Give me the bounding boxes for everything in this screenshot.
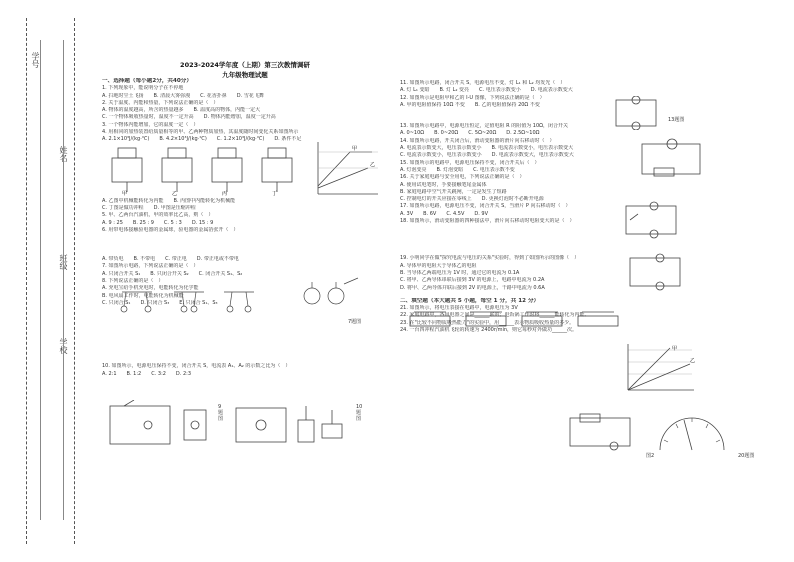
- figure-caption-7: 7题图: [348, 319, 362, 325]
- cut-line-outer: [26, 18, 27, 544]
- question-line: 10. 如图所示，电源电压保持不变，闭合开关 S，电流表 A₁、A₂ 的示数之比为（ ）: [102, 363, 291, 370]
- rheostat-figure-spacer: [400, 225, 778, 255]
- page-title: 2023-2024学年度（上期）第三次教情调研: [180, 61, 310, 69]
- graph-label: 甲: [352, 146, 358, 152]
- question-line: 19. 小明同学在做"探究电流与电压的关系"实验时，得到了如图所示的图像（ ）: [400, 255, 580, 262]
- question-line: 3. 一个物体内能增加，它的温度一定（ ）: [102, 121, 199, 128]
- question-line: A. 灯泡变亮 B. 灯泡变暗 C. 电压表示数不变: [400, 166, 515, 173]
- margin-label-class: 班级: [59, 254, 68, 270]
- ball-figure-spacer: [102, 234, 388, 256]
- question-line: 7. 如图所示电路，下列说法正确的是（ ）: [102, 263, 199, 270]
- question-line: A. 3V B. 6V C. 4.5V D. 9V: [400, 210, 488, 217]
- question-line: A. 灯 L₁ 变暗 B. 灯 L₂ 变亮 C. 电压表示数变小 D. 电流表示数变大: [400, 87, 573, 94]
- figure-caption-13: 13题图: [668, 117, 685, 123]
- question-line: A. 0~10Ω B. 0~20Ω C. 5Ω~20Ω D. 2.5Ω~10Ω: [400, 130, 540, 137]
- margin-label-student-id: 学号: [31, 52, 40, 68]
- question-line: C. 控制电灯的开关应接在零线上 D. 更换灯泡时不必断开电源: [400, 196, 544, 203]
- question-line: A. 使用试电笔时，手要接触笔尾金属体: [400, 181, 487, 188]
- figure-caption-10: 10 题 图: [356, 404, 363, 422]
- question-line: 11. 如图所示电路，闭合开关 S，电源电压不变，灯 L₁ 和 L₂ 均发光（ ）: [400, 80, 566, 86]
- iu-graph: [620, 340, 700, 398]
- question-line: D. 将甲、乙两导体并联后接到 2V 的电源上，干路中电流为 0.6A: [400, 284, 545, 291]
- question-line: A. 导体甲的电阻大于导体乙的电阻: [400, 262, 477, 269]
- section-heading-choice: 一、选择题（每小题2分，共40分）: [102, 78, 192, 84]
- question-line: A. 只闭合开关 S₁ B. 只闭合开关 S₂ C. 闭合开关 S₁、S₂: [102, 270, 243, 277]
- question-line: 24. 一台四冲程汽油机飞轮的转速为 2400r/min，则它每秒对外做功______次。: [400, 327, 578, 334]
- question-line: 18. 如图所示，滑动变阻器的四种接法中，滑片向右移动时电阻变大的是（ ）: [400, 218, 575, 225]
- question-line: B. 家庭电路中空气开关跳闸，一定是发生了短路: [400, 188, 507, 195]
- question-line: A. 甲的电阻值保持 10Ω 不变 B. 乙的电阻值保持 20Ω 不变: [400, 101, 540, 108]
- circuit-figure-11: [612, 96, 664, 130]
- hanging-balls-figure: [112, 290, 262, 314]
- circuit-figure-20a: [564, 412, 644, 452]
- engine-label: 丁: [272, 191, 278, 196]
- question-line: 8. 下列说法正确的是（ ）: [102, 278, 164, 285]
- rheostat-figure: [404, 306, 624, 336]
- question-line: A. 电流表示数变大，电压表示数变小 B. 电流表示数变小，电压表示数变大: [400, 145, 574, 152]
- question-line: 4. 用相同的加热装置给质量相等的甲、乙两种物质加热，其温度随时间变化关系如图所示: [102, 129, 299, 136]
- question-line: A. 乙图中机械能转化为内能 B. 丙图中内能转化为机械能: [102, 197, 236, 204]
- question-line: 6. 用带电体接触验电器的金属球，验电器的金属箔张开（ ）: [102, 226, 239, 233]
- figure-caption-9: 9 题 图: [218, 404, 224, 422]
- question-line: 2. 关于温度、内能和热量，下列说法正确的是（ ）: [102, 99, 219, 106]
- question-line: 17. 如图所示电路，电源电压不变，闭合开关 S，当滑片 P 向右移动时（ ）: [400, 203, 571, 210]
- question-line: C. 将甲、乙两导体串联后接到 3V 的电源上，电路中电流为 0.2A: [400, 277, 545, 284]
- question-line: A. 物体的温度越高，所含的热量越多 B. 温度高的物体，内能一定大: [102, 107, 261, 114]
- margin-label-school: 学校: [59, 338, 68, 354]
- graph-label: 乙: [690, 358, 696, 364]
- engine-label: 甲: [122, 191, 128, 196]
- question-line: C. 电流表示数变小，电压表示数变小 D. 电流表示数变大，电压表示数变大: [400, 152, 574, 159]
- question-line: 21. 如图所示，将电压表接在电路中，电源电压为 3V: [400, 305, 518, 312]
- spacer: [400, 109, 778, 123]
- question-line: 5. 甲、乙两台汽油机，甲的效率比乙高，则（ ）: [102, 212, 214, 219]
- margin-label-name: 姓名: [59, 146, 68, 162]
- circuit-figure-10: [232, 400, 352, 450]
- question-line: C. 丁图是做功冲程 D. 甲图是压缩冲程: [102, 204, 196, 211]
- question-line: A. 2.1×10³J/(kg·℃) B. 4.2×10³J/(kg·℃) C. 1.2×10³J/(kg·℃) D. 条件不足: [102, 136, 302, 143]
- circuit-figure-9: [104, 400, 214, 450]
- question-line: 14. 如图所示电路，开关闭合后，滑动变阻器的滑片向右移动时（ ）: [400, 137, 555, 144]
- question-line: A. 扫地时尘土飞扬 B. 清晨大雾弥漫 C. 花香扑鼻 D. 雪花飞舞: [102, 92, 264, 99]
- voltmeter-dial: [654, 410, 730, 456]
- question-line: A. 充电宝给手机充电时，电能转化为化学能: [102, 285, 199, 292]
- question-line: 15. 如图所示的电路中，电源电压保持不变，闭合开关后（ ）: [400, 159, 540, 166]
- question-line: A. 2:1 B. 1:2 C. 3:2 D. 2:3: [102, 370, 192, 377]
- left-column: [102, 78, 388, 378]
- question-line: B. 当导体乙两端电压为 1V 时，通过它的电流为 0.1A: [400, 269, 520, 276]
- question-line: A. 9 : 25 B. 25 : 9 C. 5 : 3 D. 15 : 9: [102, 219, 214, 226]
- figure-caption-20: 20题图: [738, 453, 755, 459]
- binding-margin: [0, 0, 96, 562]
- page-subtitle: 九年级物理试题: [222, 71, 268, 79]
- question-line: 12. 如图所示是电阻甲和乙的 I-U 图像，下列说法正确的是（ ）: [400, 94, 545, 101]
- question-line: B. 电风扇工作时，电能转化为机械能: [102, 292, 184, 299]
- question-line: 16. 关于家庭电路与安全用电，下列说法正确的是（ ）: [400, 174, 525, 181]
- graph-label: 乙: [370, 162, 376, 168]
- temperature-graph: [312, 138, 384, 200]
- question-line: 23. 在"比较不同物质吸热能力"的实验中，用______表示物质吸收热量的多少。: [400, 319, 575, 326]
- circuit-figure-15: [626, 252, 686, 292]
- question-line: A. 带负电 B. 不带电 C. 带正电 D. 带正电或不带电: [102, 256, 239, 263]
- question-line: 22. 家庭电路中，各用电器之间是______联的；电饭锅工作时将______能转化为内能。: [400, 312, 590, 319]
- figure-caption-meter: 图2: [646, 453, 655, 459]
- graph-label: 甲: [672, 346, 678, 352]
- margin-box: [40, 40, 64, 520]
- section-heading-fill: 二、填空题（本大题共 5 小题，每空 1 分，共 12 分）: [400, 297, 540, 304]
- cut-line-inner: [74, 18, 75, 544]
- engine-strokes-figure: [104, 140, 304, 196]
- engine-label: 乙: [172, 191, 178, 196]
- question-line: 1. 下列现象中，能说明分子在不停地: [102, 85, 184, 92]
- circuit-figure-14: [622, 200, 682, 240]
- question-line: 13. 如图所示电路中，电源电压恒定，定值电阻 R 的阻值为 10Ω，闭合开关: [400, 123, 568, 130]
- question-line: C. 一个物体吸收热量时，温度不一定升高 D. 物体内能增加，温度一定升高: [102, 114, 276, 121]
- question-line: C. 只闭合 S₁ D. 只闭合 S₃ E. 只闭合 S₁、S₃: [102, 299, 218, 306]
- engine-label: 丙: [222, 191, 228, 196]
- electroscope-figure: [296, 276, 366, 316]
- right-column: [400, 80, 778, 334]
- circuit-figure-13: [636, 136, 706, 180]
